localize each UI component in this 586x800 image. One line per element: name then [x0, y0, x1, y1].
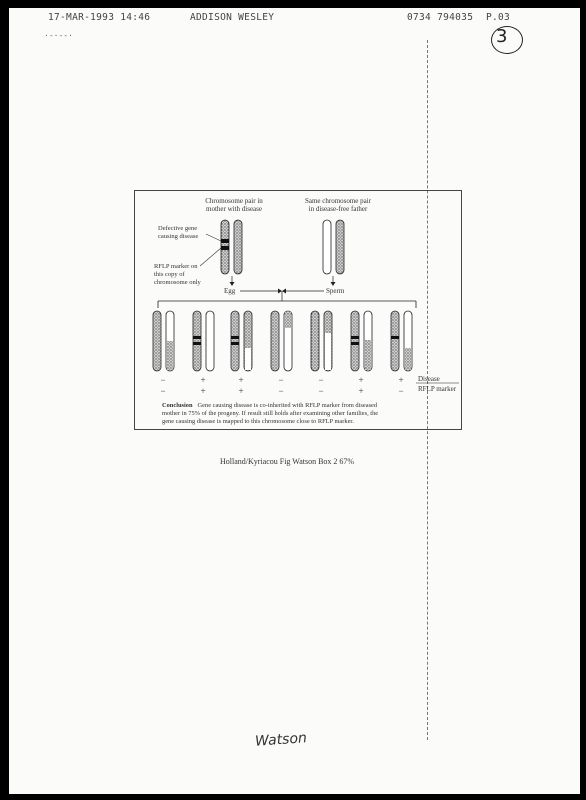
father-chromosome-1 — [323, 220, 331, 274]
fax-sender: ADDISON WESLEY — [190, 12, 275, 23]
fax-phone: 0734 794035 — [407, 12, 474, 23]
progeny-pair-1 — [153, 311, 174, 371]
rflp-symbol-3: + — [238, 386, 244, 396]
egg-label: Egg — [224, 287, 236, 295]
fax-datetime: 17-MAR-1993 14:46 — [48, 12, 151, 23]
conclusion-line-1: Conclusion Gene causing disease is co-inherited with RFLP marker from diseased — [162, 402, 378, 409]
father-label-2: in disease-free father — [308, 205, 368, 213]
page-number: 3 — [496, 26, 508, 47]
progeny-pair-4 — [271, 311, 292, 371]
row-label-disease: Disease — [418, 375, 440, 383]
fax-page-code: P.03 — [486, 12, 511, 23]
mother-label-2: mother with disease — [206, 205, 262, 213]
father-label-1: Same chromosome pair — [304, 197, 372, 205]
sperm-label: Sperm — [326, 287, 345, 295]
rflp-symbol-6: + — [358, 386, 364, 396]
rflp-symbol-1: − — [160, 386, 166, 396]
mother-rflp-band — [221, 246, 229, 250]
rflp-label-1: RFLP marker on — [154, 263, 198, 270]
disease-symbol-1: − — [160, 375, 166, 385]
progeny-pair-3 — [231, 311, 252, 371]
disease-symbol-3: + — [238, 375, 244, 385]
defective-label-2: causing disease — [158, 233, 199, 240]
progeny-pair-6 — [351, 311, 372, 371]
rflp-label-3: chromosome only — [154, 279, 201, 286]
mother-label-1: Chromosome pair in — [205, 197, 263, 205]
mother-chromosome-2 — [234, 220, 242, 274]
rflp-symbol-2: + — [200, 386, 206, 396]
handwritten-signature: Watson — [254, 730, 308, 750]
disease-symbol-5: − — [318, 375, 324, 385]
fax-noise: ·-·--· — [44, 31, 73, 40]
disease-symbol-6: + — [358, 375, 364, 385]
progeny-pair-5 — [311, 311, 332, 371]
mother-defective-band — [221, 239, 229, 243]
rflp-symbol-4: − — [278, 386, 284, 396]
rflp-symbol-5: − — [318, 386, 324, 396]
conclusion-line-3: gene causing disease is mapped to this chromosome close to RFLP marker. — [162, 418, 354, 425]
row-label-rflp: RFLP marker — [418, 385, 457, 393]
disease-symbol-2: + — [200, 375, 206, 385]
progeny-pair-2 — [193, 311, 214, 371]
disease-symbol-4: − — [278, 375, 284, 385]
disease-symbol-7: + — [398, 375, 404, 385]
defective-label-1: Defective gene — [158, 225, 198, 232]
conclusion-line-2: mother in 75% of the progeny. If result still holds after examining other families, the — [162, 410, 379, 417]
figure-diagram — [134, 190, 460, 433]
father-chromosome-2 — [336, 220, 344, 274]
progeny-pair-7 — [391, 311, 412, 371]
figure-caption: Holland/Kyriacou Fig Watson Box 2 67% — [220, 457, 355, 466]
rflp-label-2: this copy of — [154, 271, 185, 278]
rflp-symbol-7: − — [398, 386, 404, 396]
